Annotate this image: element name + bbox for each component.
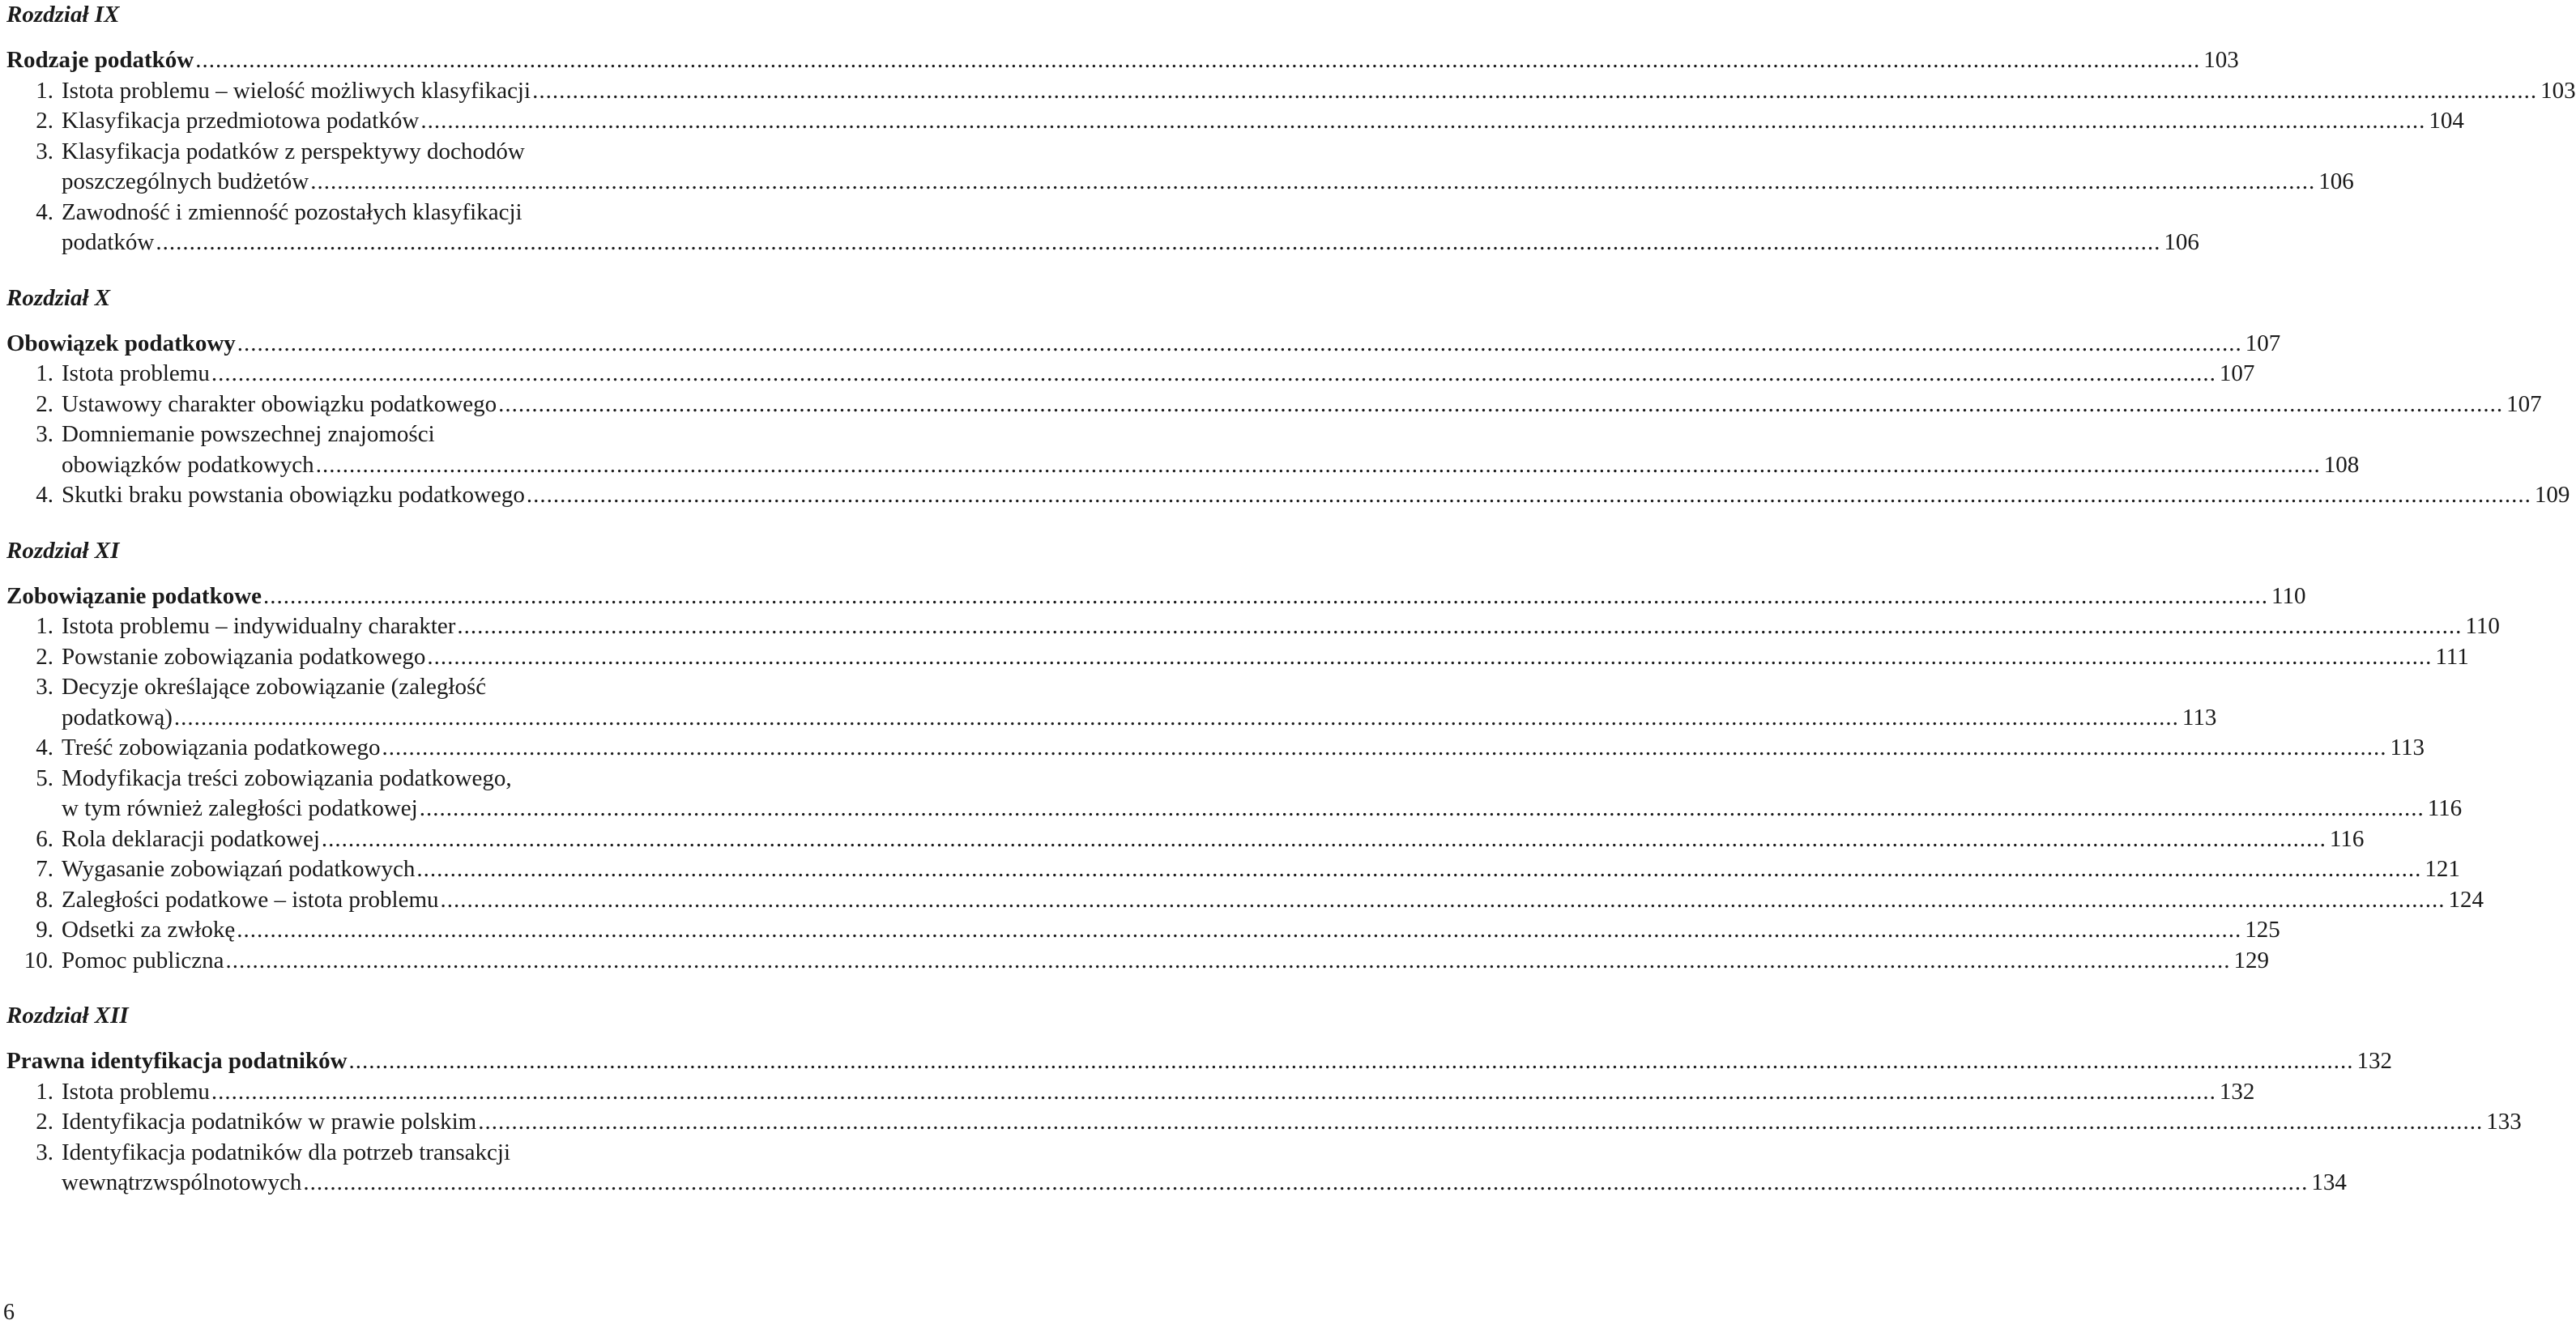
dot-leader: ............................................................................................................................................................................................................................................................................................................ [237,917,2242,943]
chapter-title: Rodzaje podatków [6,47,194,73]
dot-leader: ............................................................................................................................................................................................................................................................................................................ [321,825,2327,852]
dot-leader: ............................................................................................................................................................................................................................................................................................................ [416,856,2422,882]
entry-text: w tym również zaległości podatkowej [62,795,418,821]
toc-entry [6,854,2460,885]
entry-number: 7. [36,856,53,882]
dot-leader: ............................................................................................................................................................................................................................................................................................................ [427,643,2433,670]
chapter-section [6,536,2500,977]
page-ref: 125 [2245,917,2280,943]
toc-entry [6,1107,2522,1138]
entry-number: 3. [36,674,53,700]
toc-entry [6,794,2463,824]
chapter-gap [6,258,771,283]
dot-leader: ............................................................................................................................................................................................................................................................................................................ [315,451,2321,478]
entry-number: 1. [36,613,53,639]
spacer [6,313,771,329]
entry-number: 9. [36,917,53,943]
toc-entry [6,228,2199,258]
dot-leader: ............................................................................................................................................................................................................................................................................................................ [532,77,2538,104]
page-ref: 104 [2429,108,2464,134]
page-ref: 116 [2427,795,2463,821]
page-ref: 129 [2233,947,2270,973]
entry-number: 3. [36,421,53,447]
toc-entry [6,824,2365,855]
dot-leader: ............................................................................................................................................................................................................................................................................................................ [419,795,2425,821]
chapter-label: Rozdział XII [6,1003,129,1028]
entry-number: 2. [36,108,53,134]
entry-number: 1. [36,77,53,104]
dot-leader: ............................................................................................................................................................................................................................................................................................................ [348,1048,2354,1074]
entry-text: Decyzje określające zobowiązanie (zaległość [62,674,487,700]
toc-entry [6,480,2570,511]
entry-text: wewnątrzwspólnotowych [62,1169,302,1195]
dot-leader: ............................................................................................................................................................................................................................................................................................................ [211,360,2216,386]
entry-number: 6. [36,825,53,852]
page-ref: 111 [2435,643,2469,670]
toc-entry [6,76,2576,107]
entry-number: 2. [36,643,53,670]
dot-leader: ............................................................................................................................................................................................................................................................................................................ [156,229,2161,255]
entry-text: Identyfikacja podatników w prawie polskim [62,1109,477,1135]
dot-leader: ............................................................................................................................................................................................................................................................................................................ [173,704,2179,730]
entry-text: obowiązków podatkowych [62,451,314,478]
dot-leader: ............................................................................................................................................................................................................................................................................................................ [310,168,2316,194]
page-ref: 107 [2245,330,2281,356]
chapter-section [6,283,2570,511]
chapter-section [6,0,2576,258]
entry-text: Klasyfikacja przedmiotowa podatków [62,108,420,134]
toc-entry [6,450,2360,481]
dot-leader: ............................................................................................................................................................................................................................................................................................................ [237,330,2242,356]
chapter-title-entry [6,329,2281,360]
entry-number: 8. [36,886,53,913]
entry-text: Zaległości podatkowe – istota problemu [62,886,439,913]
entry-number: 4. [36,735,53,760]
toc-entry [6,1138,771,1169]
entry-number: 2. [36,390,53,417]
entry-text: Istota problemu [62,1078,210,1105]
dot-leader: ............................................................................................................................................................................................................................................................................................................ [457,613,2463,639]
toc-entry [6,764,771,794]
entry-text: Istota problemu [62,360,210,386]
spacer [6,29,771,45]
chapter-title: Obowiązek podatkowy [6,330,236,356]
page-ref: 106 [2164,229,2199,255]
page-ref: 121 [2425,856,2460,882]
chapter-title: Prawna identyfikacja podatników [6,1048,348,1074]
page-ref: 103 [2540,77,2576,104]
entry-text: Odsetki za zwłokę [62,917,236,943]
entry-text: Modyfikacja treści zobowiązania podatkowego, [62,764,512,791]
toc-entry [6,390,2542,420]
page-ref: 109 [2534,482,2570,508]
page-ref: 133 [2486,1109,2522,1135]
entry-number: 4. [36,482,53,508]
page-ref: 132 [2219,1078,2255,1105]
page-ref: 108 [2323,451,2360,478]
entry-text: Pomoc publiczna [62,947,224,973]
entry-text: Wygasanie zobowiązań podatkowych [62,856,416,882]
toc-entry [6,915,2280,946]
page-ref: 113 [2390,735,2425,760]
toc-entry [6,137,771,168]
page-ref: 110 [2465,613,2500,639]
entry-text: Klasyfikacja podatków z perspektywy dochodów [62,138,525,164]
toc-entry [6,1077,2255,1108]
spacer [6,1030,771,1046]
page-ref: 106 [2318,168,2354,194]
page-ref: 116 [2329,825,2365,852]
dot-leader: ............................................................................................................................................................................................................................................................................................................ [225,947,2231,973]
chapter-title: Zobowiązanie podatkowe [6,582,262,609]
toc-entry [6,106,2464,137]
chapter-label: Rozdział IX [6,2,120,28]
entry-text: podatków [62,229,155,255]
dot-leader: ............................................................................................................................................................................................................................................................................................................ [498,390,2504,417]
entry-number: 1. [36,1078,53,1105]
entry-text: Skutki braku powstania obowiązku podatkowego [62,482,525,508]
chapter-gap [6,976,771,1001]
entry-text: Treść zobowiązania podatkowego [62,735,381,760]
page-ref: 124 [2448,886,2484,913]
entry-text: Powstanie zobowiązania podatkowego [62,643,426,670]
toc-entry [6,419,771,450]
toc-entry [6,642,2469,673]
chapter-gap [6,511,771,536]
dot-leader: ............................................................................................................................................................................................................................................................................................................ [382,735,2387,760]
toc-entry [6,733,2425,764]
page-ref: 110 [2271,582,2306,609]
toc-entry [6,672,771,703]
entry-number: 4. [36,198,53,225]
entry-text: Domniemanie powszechnej znajomości [62,421,435,447]
entry-number: 3. [36,1139,53,1165]
toc-entry [6,359,2255,390]
entry-text: Istota problemu – indywidualny charakter [62,613,456,639]
entry-text: Istota problemu – wielość możliwych klasyfikacji [62,77,531,104]
entry-number: 2. [36,1109,53,1135]
chapter-label: Rozdział XI [6,537,120,564]
table-of-contents [6,0,2576,1199]
dot-leader: ............................................................................................................................................................................................................................................................................................................ [440,886,2446,913]
entry-text: Rola deklaracji podatkowej [62,825,320,852]
chapter-title-entry [6,45,2239,76]
toc-entry [6,946,2270,977]
entry-text: Zawodność i zmienność pozostałych klasyfikacji [62,198,522,225]
dot-leader: ............................................................................................................................................................................................................................................................................................................ [263,582,2269,609]
chapter-title-entry [6,1046,2393,1077]
dot-leader: ............................................................................................................................................................................................................................................................................................................ [195,47,2201,73]
toc-entry [6,885,2484,916]
toc-entry [6,167,2354,198]
spacer [6,565,771,581]
toc-entry [6,1168,2347,1199]
dot-leader: ............................................................................................................................................................................................................................................................................................................ [478,1109,2484,1135]
entry-text: Identyfikacja podatników dla potrzeb transakcji [62,1139,511,1165]
page-ref: 113 [2181,704,2217,730]
page-number: 6 [3,1300,15,1325]
dot-leader: ............................................................................................................................................................................................................................................................................................................ [420,108,2426,134]
chapter-label: Rozdział X [6,284,111,311]
entry-text: poszczególnych budżetów [62,168,309,194]
dot-leader: ............................................................................................................................................................................................................................................................................................................ [526,482,2531,508]
page-ref: 107 [2506,390,2542,417]
dot-leader: ............................................................................................................................................................................................................................................................................................................ [303,1169,2309,1195]
page-ref: 134 [2311,1169,2347,1195]
toc-entry [6,703,2217,734]
entry-text: podatkową) [62,704,173,730]
entry-number: 3. [36,138,53,164]
page-ref: 107 [2219,360,2255,386]
entry-number: 5. [36,764,53,791]
chapter-title-entry [6,581,2306,612]
toc-entry [6,198,771,228]
entry-number: 10. [23,947,53,973]
entry-text: Ustawowy charakter obowiązku podatkowego [62,390,497,417]
dot-leader: ............................................................................................................................................................................................................................................................................................................ [211,1078,2216,1105]
page-ref: 103 [2203,47,2239,73]
toc-entry [6,611,2500,642]
entry-number: 1. [36,360,53,386]
chapter-section [6,1001,2522,1199]
page-ref: 132 [2356,1048,2393,1074]
